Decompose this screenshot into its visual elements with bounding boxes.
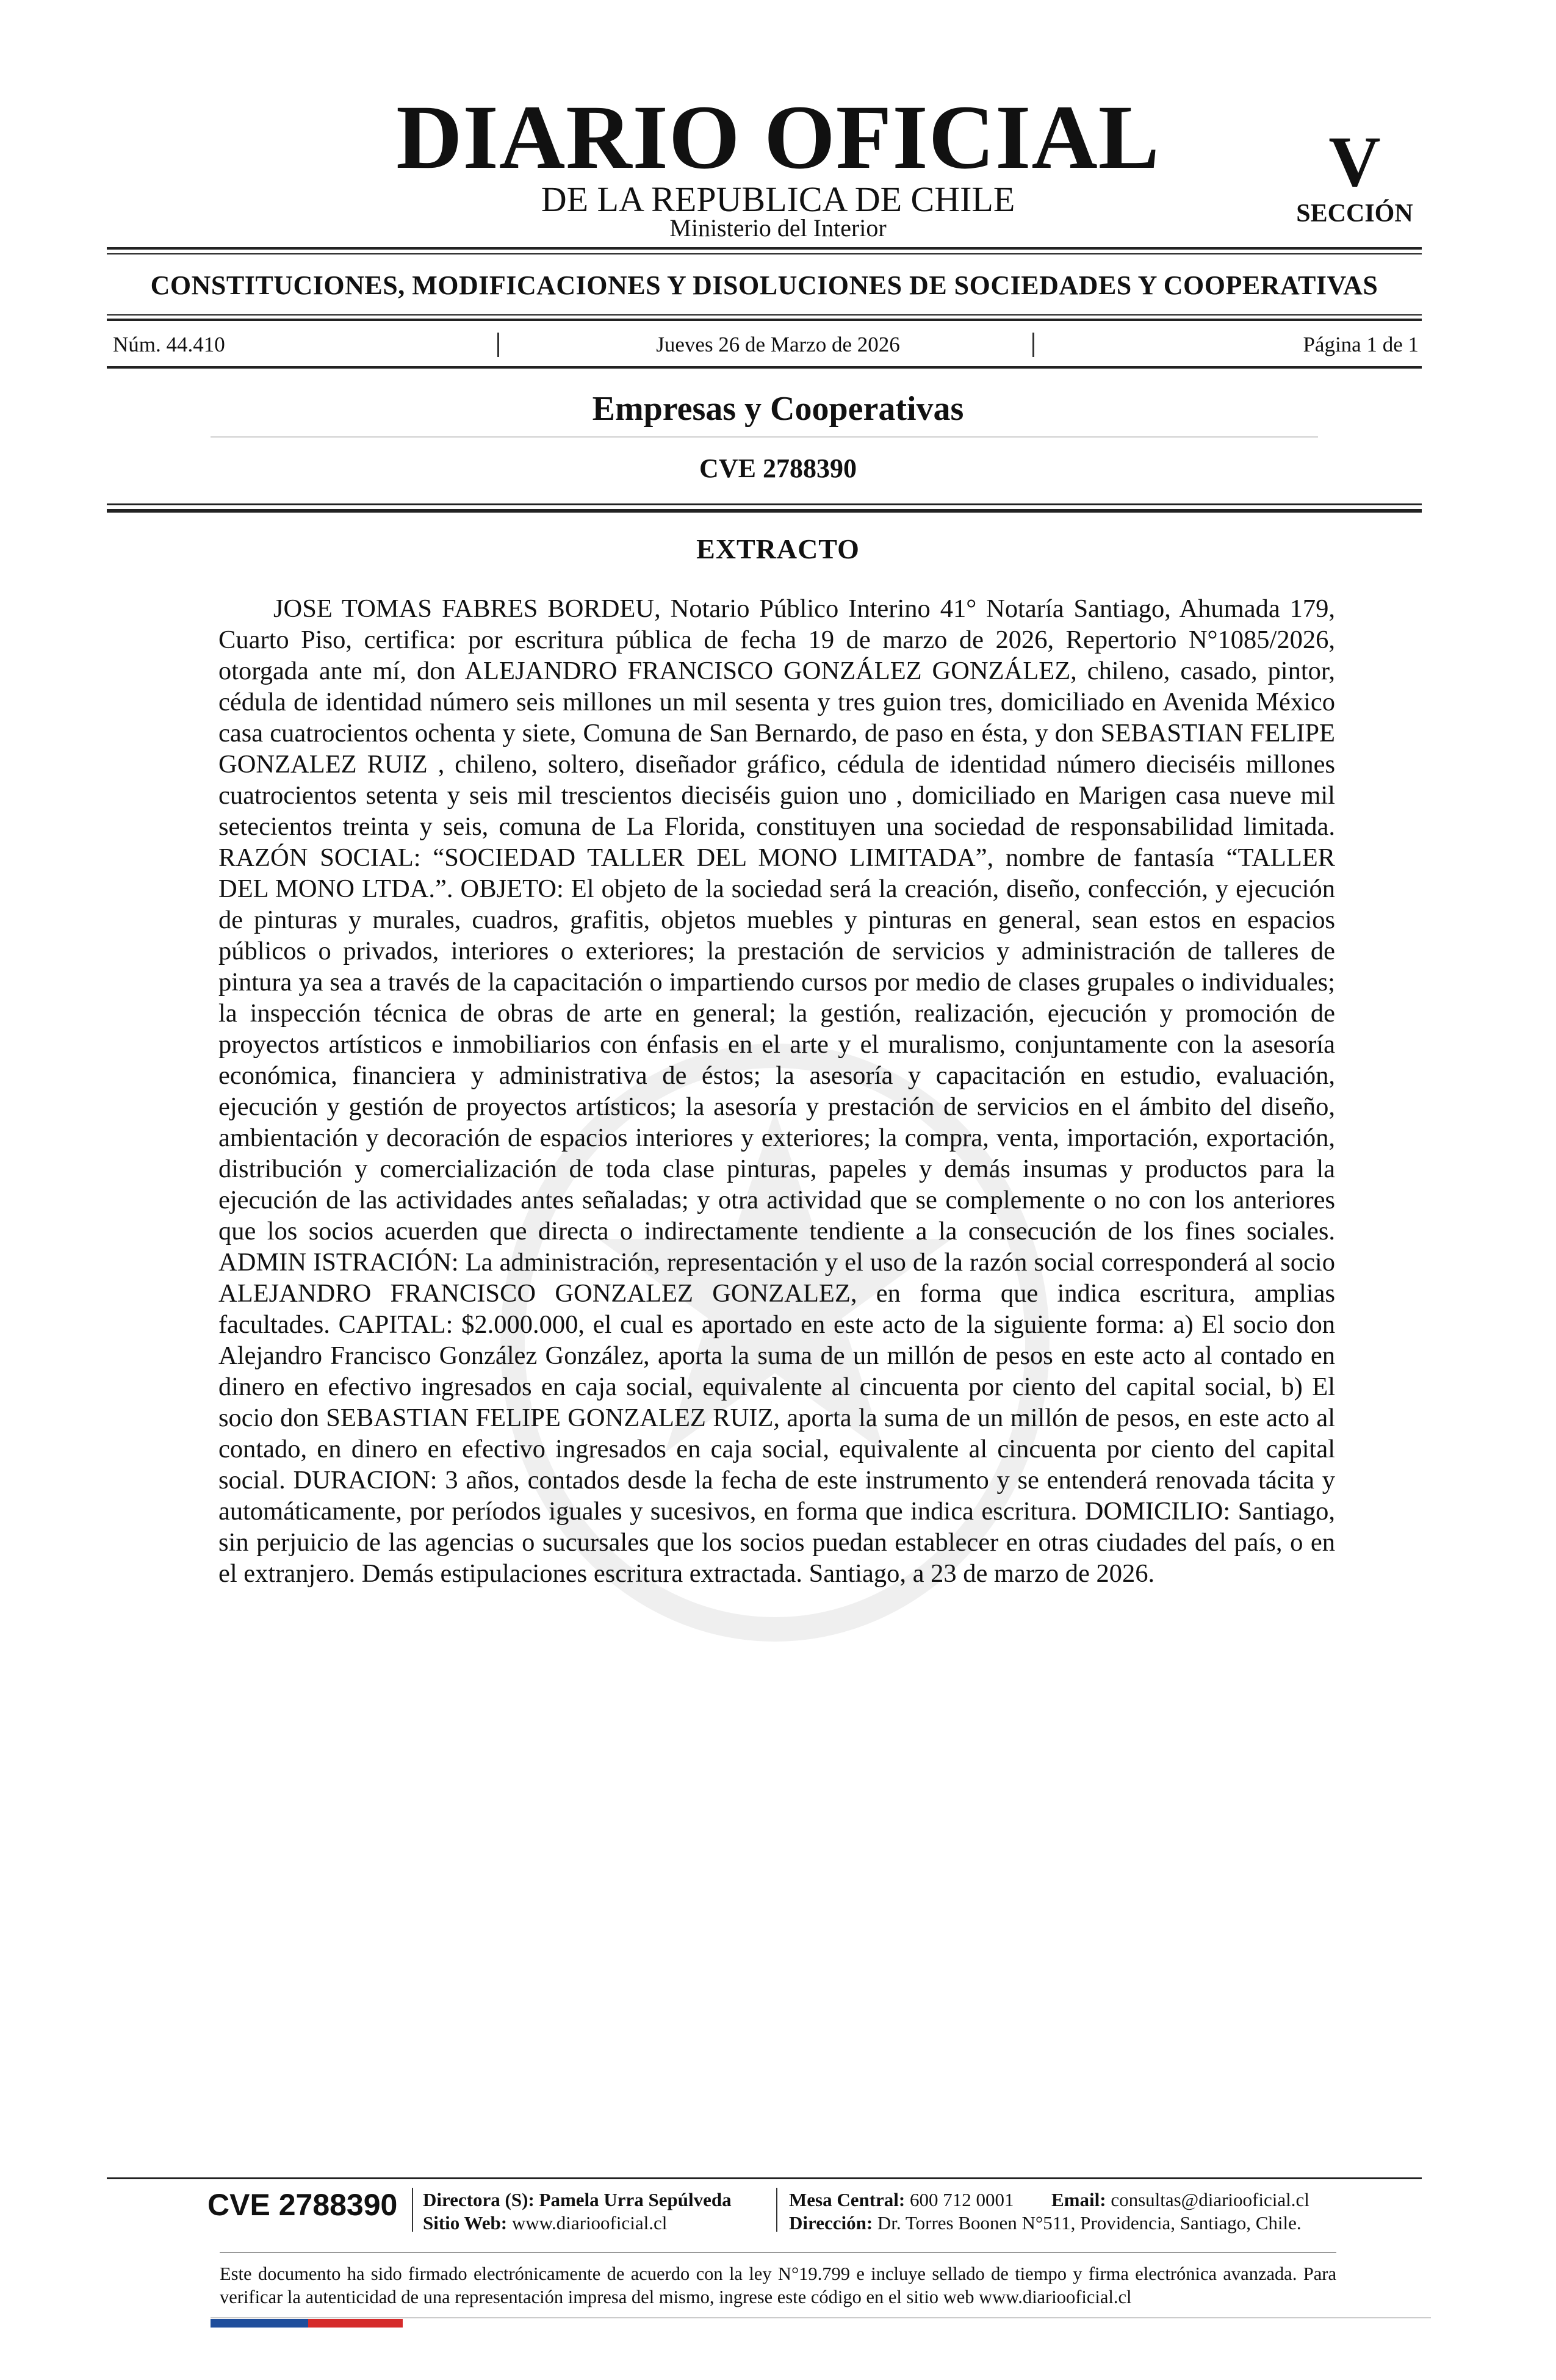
footer-website-link[interactable]: www.diariooficial.cl xyxy=(511,2212,668,2234)
category-rule-top xyxy=(107,314,1422,316)
footer-address-label: Dirección: xyxy=(789,2212,873,2234)
footer-address xyxy=(789,2212,1302,2235)
category-rule-bottom xyxy=(107,319,1422,321)
issue-date: Jueves 26 de Marzo de 2026 xyxy=(656,333,900,356)
document-heading: EXTRACTO xyxy=(696,533,860,564)
footer-website-label: Sitio Web: xyxy=(423,2212,508,2234)
footer-rule xyxy=(107,2177,1422,2179)
section-title-underline xyxy=(211,436,1318,438)
masthead-subtitle: DE LA REPUBLICA DE CHILE xyxy=(541,179,1015,219)
header-rule-top xyxy=(107,503,1422,505)
issue-rule xyxy=(107,366,1422,369)
flag-stripe-red xyxy=(308,2319,403,2328)
issue-number: Núm. 44.410 xyxy=(113,333,225,356)
issue-divider xyxy=(1032,333,1034,357)
footer-email-label: Email: xyxy=(1051,2189,1106,2210)
section-letter: V xyxy=(1328,121,1381,201)
flag-stripe-blue xyxy=(211,2319,308,2328)
issue-page: Página 1 de 1 xyxy=(1303,333,1419,356)
category-title: CONSTITUCIONES, MODIFICACIONES Y DISOLUCIONES DE SOCIEDADES Y COOPERATIVAS xyxy=(150,270,1378,300)
footer-mesa-central xyxy=(789,2188,1014,2212)
footer-directora xyxy=(423,2188,732,2212)
footer-directora-label: Directora (S): xyxy=(423,2189,535,2210)
footer-legal-note: Este documento ha sido firmado electrónicamente de acuerdo con la ley N°19.799 e incluye sellado de tiempo y firma electrónica avanzada. Para verificar la autenticidad de una representación impresa del mismo, ingrese este código en el sitio web www.diariooficial.cl xyxy=(220,2263,1336,2307)
section-label: SECCIÓN xyxy=(1296,200,1413,228)
footer-cve: CVE 2788390 xyxy=(207,2188,398,2222)
extract-body: JOSE TOMAS FABRES BORDEU, Notario Público Interino 41° Notaría Santiago, Ahumada 179, Cuarto Piso, certifica: por escritura pública de fecha 19 de marzo de 2026, Repertorio N°1085/2026, otorgada ante mí, don ALEJANDRO FRANCISCO GONZÁLEZ GONZÁLEZ, chileno, casado, pintor, cédula de identidad número seis millones un mil sesenta y tres guion tres, domiciliado en Avenida México casa cuatrocientos ochenta y siete, Comuna de San Bernardo, de paso en ésta, y don SEBASTIAN FELIPE GONZALEZ RUIZ , chileno, soltero, diseñador gráfico, cédula de identidad número dieciséis millones cuatrocientos setenta y seis mil trescientos dieciséis guion uno , domiciliado en Marigen casa nueve mil setecientos treinta y seis, comuna de La Florida, constituyen una sociedad de responsabilidad limitada. RAZÓN SOCIAL: “SOCIEDAD TALLER DEL MONO LIMITADA”, nombre de fantasía “TALLER DEL MONO LTDA.”. OBJETO: El objeto de la sociedad será la creación, diseño, confección, y ejecución de pinturas y murales, cuadros, grafitis, objetos muebles y pinturas en general, sean estos en espacios públicos o privados, interiores o exteriores; la prestación de servicios y administración de talleres de pintura ya sea a través de la capacitación o impartiendo cursos por medio de clases grupales o individuales; la inspección técnica de obras de arte en general; la gestión, realización, ejecución y promoción de proyectos artísticos e inmobiliarios con énfasis en el arte y el muralismo, conjuntamente con la asesoría económica, financiera y administrativa de éstos; la asesoría y capacitación en estudio, evaluación, ejecución y gestión de proyectos artísticos; la asesoría y prestación de servicios en el ámbito del diseño, ambientación y decoración de espacios interiores y exteriores; la compra, venta, importación, exportación, distribución y comercialización de toda clase pinturas, papeles y demás insumas y productos para la ejecución de las actividades antes señaladas; y otra actividad que se complemente o no con los anteriores que los socios acuerden que directa o indirectamente tendiente a la consecución de los fines sociales. ADMIN ISTRACIÓN: La administración, representación y el uso de la razón social corresponderá al socio ALEJANDRO FRANCISCO GONZALEZ GONZALEZ, en forma que indica escritura, amplias facultades. CAPITAL: $2.000.000, el cual es aportado en este acto de la siguiente forma: a) El socio don Alejandro Francisco González González, aporta la suma de un millón de pesos en este acto al contado en dinero en efectivo ingresados en caja social, equivalente al cincuenta por ciento del capital social, b) El socio don SEBASTIAN FELIPE GONZALEZ RUIZ, aporta la suma de un millón de pesos, en este acto al contado, en dinero en efectivo ingresados en caja social, equivalente al cincuenta por ciento del capital social. DURACION: 3 años, contados desde la fecha de este instrumento y se entenderá renovada tácita y automáticamente, por períodos iguales y sucesivos, en forma que indica escritura. DOMICILIO: Santiago, sin perjuicio de las agencias o sucursales que los socios puedan establecer en otras ciudades del país, o en el extranjero. Demás estipulaciones escritura extractada. Santiago, a 23 de marzo de 2026. xyxy=(218,594,1335,1588)
footer-mesa-label: Mesa Central: xyxy=(789,2189,906,2210)
footer-directora-value: Pamela Urra Sepúlveda xyxy=(539,2189,732,2210)
footer-mesa-value: 600 712 0001 xyxy=(910,2189,1014,2210)
footer-bottom-rule xyxy=(211,2317,1431,2318)
header-rule-bottom xyxy=(107,509,1422,513)
masthead-ministry: Ministerio del Interior xyxy=(669,214,887,242)
footer-email xyxy=(1051,2188,1309,2212)
masthead-title: DIARIO OFICIAL xyxy=(396,87,1160,188)
footer-divider xyxy=(776,2188,777,2232)
footer-website xyxy=(423,2212,667,2235)
footer-address-value: Dr. Torres Boonen N°511, Providencia, Santiago, Chile. xyxy=(877,2212,1302,2234)
cve-code: CVE 2788390 xyxy=(699,453,857,483)
masthead-rule-bottom xyxy=(107,253,1422,254)
masthead-rule-top xyxy=(107,247,1422,250)
footer-divider xyxy=(412,2188,413,2232)
footer-email-link[interactable]: consultas@diariooficial.cl xyxy=(1111,2189,1309,2210)
footer-note-rule xyxy=(220,2252,1336,2253)
section-title: Empresas y Cooperativas xyxy=(592,390,964,428)
